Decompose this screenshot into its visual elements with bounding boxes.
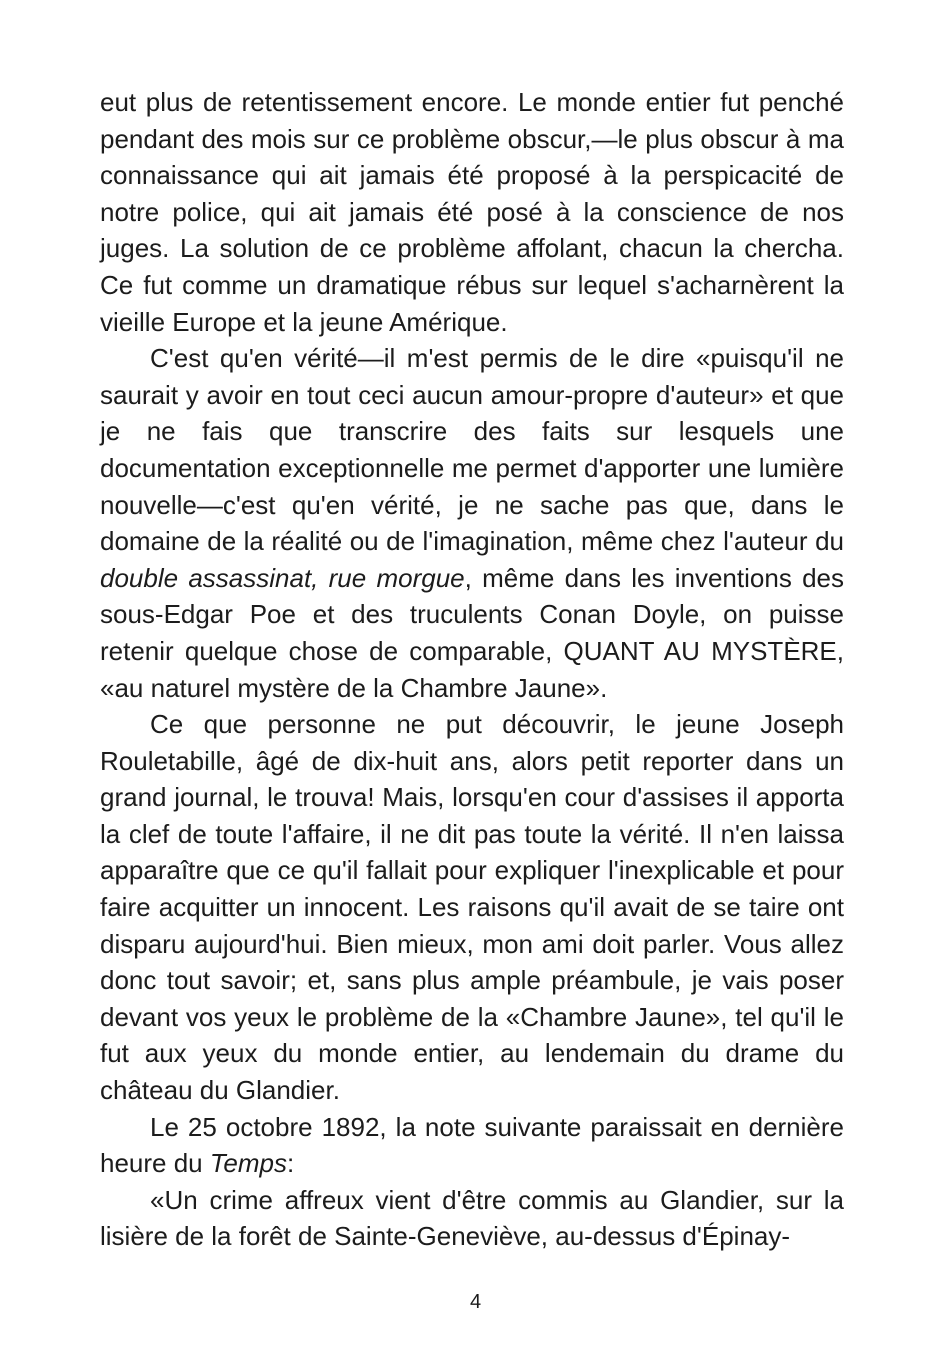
- page-number: 4: [469, 1291, 482, 1313]
- paragraph-5-text: «Un crime affreux vient d'être commis au Glandier, sur la lisière de la forêt de Sainte-Geneviève, au-dessus d'Épinay-: [100, 1184, 844, 1252]
- paragraph-4-text-b: :: [286, 1148, 295, 1179]
- paragraph-2-text-a: C'est qu'en vérité—il m'est permis de le dire «puisqu'il ne saurait y avoir en tout ceci aucun amour-propre d'auteur» et que je ne fais que transcrire des faits sur lesquels une documentation exceptionnelle me permet d'apporter une lumière nouvelle—c'est qu'en vérité, je ne sache pas que, dans le domaine de la réalité ou de l'imagination, même chez l'auteur du: [100, 343, 844, 557]
- paragraph-1: [100, 84, 844, 340]
- paragraph-4: [100, 1109, 844, 1182]
- paragraph-5: [100, 1182, 844, 1255]
- paragraph-3-text: Ce que personne ne put découvrir, le jeune Joseph Rouletabille, âgé de dix-huit ans, alors petit reporter dans un grand journal, le trouva! Mais, lorsqu'en cour d'assises il apporta la clef de toute l'affaire, il ne dit pas toute la vérité. Il n'en laissa apparaître que ce qu'il fallait pour expliquer l'inexplicable et pour faire acquitter un innocent. Les raisons qu'il avait de se taire ont disparu aujourd'hui. Bien mieux, mon ami doit parler. Vous allez donc tout savoir; et, sans plus ample préambule, je vais poser devant vos yeux le problème de la «Chambre Jaune», tel qu'il le fut aux yeux du monde entier, au lendemain du drame du château du Glandier.: [100, 709, 844, 1106]
- paragraph-3: [100, 706, 844, 1109]
- italic-newspaper-name: Temps: [209, 1148, 287, 1179]
- paragraph-1-text: eut plus de retentissement encore. Le monde entier fut penché pendant des mois sur ce problème obscur,—le plus obscur à ma connaissance qui ait jamais été proposé à la perspicacité de notre police, qui ait jamais été posé à la conscience de nos juges. La solution de ce problème affolant, chacun la chercha. Ce fut comme un dramatique rébus sur lequel s'acharnèrent la vieille Europe et la jeune Amérique.: [100, 87, 844, 337]
- body-text: [100, 84, 844, 1255]
- italic-book-title: double assassinat, rue morgue: [100, 562, 465, 593]
- paragraph-2: [100, 340, 844, 706]
- paragraph-2-text-b: , même dans les inventions des sous-Edgar Poe et des truculents Conan Doyle, on puisse retenir quelque chose de comparable, QUANT AU MYSTÈRE, «au naturel mystère de la Chambre Jaune».: [100, 562, 844, 703]
- paragraph-4-text-a: Le 25 octobre 1892, la note suivante paraissait en dernière heure du: [100, 1111, 844, 1179]
